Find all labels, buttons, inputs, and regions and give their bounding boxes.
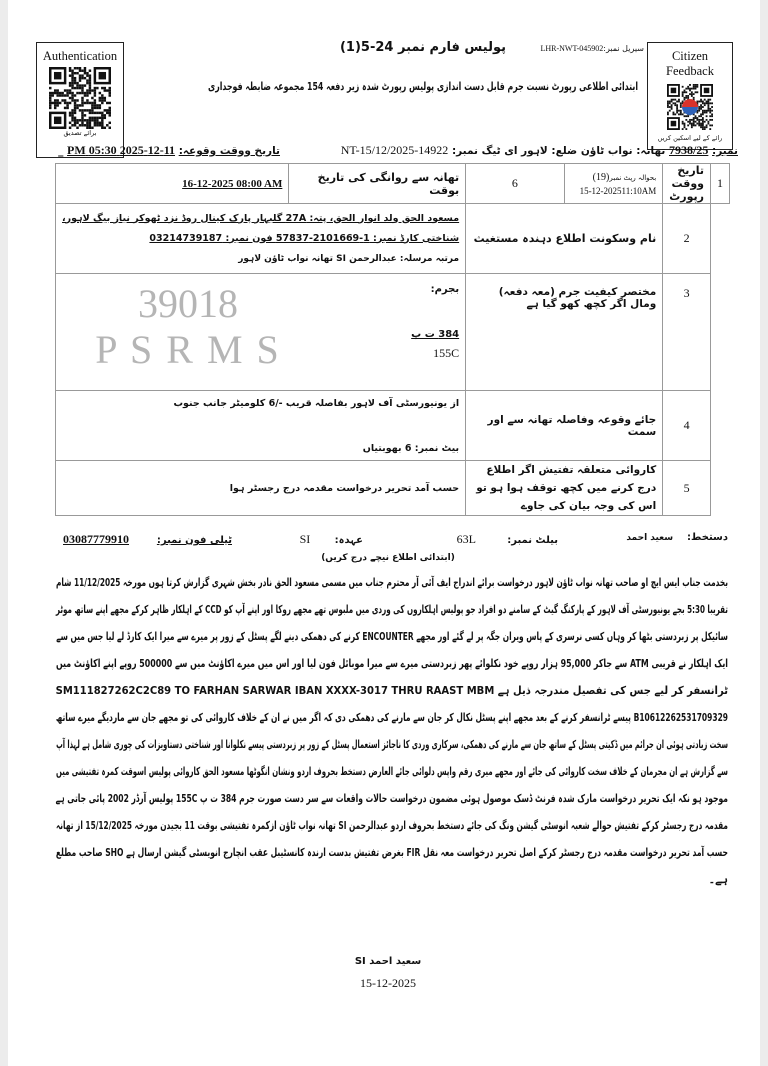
serial-number [536,44,644,53]
crime-section-police-order: 155C [433,346,460,360]
row-number: 3 [663,274,711,391]
signature-label: دستخط: [687,532,728,543]
row-number: 5 [663,461,711,516]
crime-brief-label: مختصر کیفیت جرم (معہ دفعہ) ومال اگر کچھ کھو گیا ہے [466,274,663,391]
belt-value: 63L [456,532,476,546]
station-value: نواب ٹاؤن [580,145,633,157]
place-value: از یونیورسٹی آف لاہور بفاصلہ قریب -/6 کلومیٹر جانب جنوب [173,397,460,409]
phone-value: 03087779910 [63,532,130,546]
phone-label: ٹیلی فون نمبر: [156,535,232,546]
authentication-title: Authentication [42,49,118,63]
body-text-line: مقدمہ درج رجسٹر کرکے تفتیش حوالے شعبہ انوسٹی گیشن ونگ کی جائے دستخط بحروف اردو عبدالرحمن SI تھانہ نواب ٹاؤن ازکمرہ تفتیشی بوقت 11 بجیدن مورخہ 15/12/2025 از تھانہ [55,819,728,832]
signature-value: سعید احمد [626,533,674,543]
report-datetime: 15-12-202511:10AM [579,185,657,196]
place-of-occurrence [56,391,466,461]
belt-label: بیلٹ نمبر: [507,535,558,546]
body-text-line: سے گزارش ہے ان مجرمان کے خلاف سخت کاروائی کی جائے اور مجھے میری رقم واپس دلوائی جائے العارض دستخط بحروف اردو ونشان انگوٹھا مسعود الحق کاروائی پولیس اسوقت کمرہ تفتیشی میں [56,765,728,778]
police-logo-icon [682,99,698,115]
complainant-name-address: مسعود الحق ولد انوار الحق، پتہ: 27A گلبہار پارک کینال روڈ نزد ٹھوکر نیاز بیگ لاہور، [62,212,460,224]
body-text-line: ٹرانسفر کر لیے جس کی تفصیل مندرجہ ذیل ہے SM111827262C2C89 TO FARHAN SARWAR IBAN XXXX-3017 THRU RAAST MBM [55,684,728,697]
district-label: ضلع: [551,145,578,157]
rank-field [293,532,363,547]
serial-label: سیریل نمبر: [603,44,644,53]
report-ref-label: بحوالہ رپٹ نمبر [609,173,657,182]
signature-field [626,532,728,543]
report-reference [564,164,663,204]
number-label: نمبر: [712,145,738,157]
rank-label: عہدہ: [334,535,363,546]
report-datetime-label: تاریخ ووقت رپورٹ [663,164,711,204]
occurrence-label: تاریخ ووقت وقوعہ: [178,145,280,157]
district-value: لاہور [521,145,548,157]
closing-signature-date: 15-12-2025 [360,976,416,990]
body-text-line: ہے۔ [708,873,728,886]
body-text-line: بخدمت جناب ایس ایچ او صاحب تھانہ نواب ٹاؤن لاہور درخواست برائے اندراج ایف آئی آر محترم جناب میں مسمی مسعود الحق نادر بخش شہری گزارش کرتا ہوں مورخہ 11/12/2025 شام [55,576,728,589]
phone-field [63,532,232,547]
instruction-text: (ابتدائی اطلاع نیچے درج کریں) [321,553,455,563]
watermark-number: 39018 [138,281,238,326]
departure-datetime-value: 16-12-2025 08:00 AM [56,164,289,204]
row-number: 4 [663,391,711,461]
rank-value: SI [299,532,311,546]
station-label: تھانہ: [636,145,666,157]
delay-action-label: کاروائی متعلقہ تفتیش اگر اطلاع درج کرنے میں کچھ توقف ہوا ہو تو اس کی وجہ بیان کی جاوے [466,461,663,516]
body-text-line: ایک اہلکار نے قریبی ATM سے جاکر 95,000 ہزار روپے خود نکلوائے پھر زبردستی میرے سے میرا موبائل فون لیا اور اس میں میرے اکاؤنٹ میں سے 500000 روپے اپنے اکاؤنٹ میں [55,657,728,670]
occurrence-datetime: تاریخ ووقت وقوعہ: 11-12-2025 05:30 PM _ [58,143,280,157]
body-text-line: تقریبا 5:30 بجے یونیورسٹی آف لاہور کے پارکنگ گیٹ کے سامنے دو افراد جو پولیس اہلکاروں کی وردی میں ملبوس تھے مجھے روکا اور اپنے آپ کو CCD کے اہلکار ظاہر کرکے مجھے اپنے ساتھ موٹر [55,603,728,616]
citizen-feedback-box [647,42,733,150]
authentication-box [36,42,124,158]
prepared-by: مرتبہ مرسلہ: عبدالرحمن SI تھانہ نواب ٹاؤن لاہور [238,253,460,264]
table-row [56,391,730,461]
row-number: 2 [663,204,711,274]
closing-signature-name: سعید احمد SI [354,956,422,967]
body-text-line: حسب آمد تحریر درخواست مقدمہ درج رجسٹر کرکے اصل تحریر درخواست معہ نقل FIR بغرض تفتیش بدست ارندہ کانسٹیبل عقب انچارج انویسٹی گیشن ارسال ہے SHO صاحب مطلع [55,846,728,859]
form-title: پولیس فارم نمبر 24-5(1) [339,40,507,55]
etag-value: NT-15/12/2025-14922 [340,143,449,157]
citizen-feedback-caption: رائے کے لیے اسکین کریں [657,134,723,142]
row-number: 1 [711,164,730,204]
beat-number: بیٹ نمبر: 6 بھوبتیاں [362,442,460,454]
case-meta-line [308,143,738,158]
complainant-cnic-phone: شناختی کارڈ نمبر: 1-2101669-57837 فون نمبر: 03214739187 [149,232,460,244]
row-number: 6 [466,164,565,204]
body-text-line: موجود ہو نکہ ایک تحریر درخواست مارک شدہ فرنٹ ڈسک موصول ہوئی مضمون درخواست حالات واقعات سے سر دست صورت جرم 384 ت پ 155C پولیس آرڈر 2002 پائی جاتی ہے [55,792,728,805]
authentication-qr-code[interactable] [49,67,111,129]
table-row [56,461,730,516]
form-subtitle: ابتدائی اطلاعی رپورٹ نسبت جرم قابل دست اندازی پولیس رپورٹ شدہ زیر دفعہ 154 مجموعہ ضابطہ فوجداری [208,80,638,93]
report-ref-number: (19) [592,171,610,183]
departure-datetime-label: تھانہ سے روانگی کی تاریخ بوقت [289,164,466,204]
citizen-feedback-title: Citizen Feedback [666,49,714,78]
crime-section-ppc: 384 ت پ [411,329,460,340]
complainant-details [56,204,466,274]
body-text-line: سخت زیادتی ہوئی ان جرائم میں ڈکیتی پسٹل کے ساتھ جان سے مارنے کی دھمکی، سرکاری وردی کا ناجائز استعمال پسٹل کے زور پر زبردستی پیسے نکلوانا اور شناختی دستاویزات کی چوری شامل ہے لہذا آپ [56,738,728,751]
table-row [56,164,730,204]
place-label: جائے وقوعہ وفاصلہ تھانہ سے اور سمت [466,391,663,461]
body-text-line: سائیکل پر زبردستی بٹھا کر وہاں کسی نرسری کے پاس ویران جگہ پر لے گئے اور مجھے ENCOUNTER کرنے کی دھمکی دینے لگے پسٹل کے زور پر میرے سے میرا ایک کارڈ لے لیا جس میں سے [56,630,728,643]
complainant-label: نام وسکونت اطلاع دہندہ مستغیث [466,204,663,274]
etag-label: ای ٹیگ نمبر: [451,145,518,157]
serial-value: LHR-NWT-045902 [540,44,604,53]
body-text-line: B1061226253170932​9 پیسے ٹرانسفر کرنے کے بعد مجھے اپنے پسٹل نکال کر جان سے مارنے کی دھمکی دی کہ اگر میں نے ان کے خلاف کاروائی کی تو مجھے جان سے ماردیگے میرے ساتھ [55,711,728,724]
watermark-text: P S R M S [95,327,281,372]
crime-label: بجرم: [430,284,460,295]
belt-number-field [448,532,558,547]
case-number: 7938/25 [669,143,709,157]
occurrence-value: 11-12-2025 05:30 PM [67,143,176,157]
delay-action-value: حسب آمد تحریر درخواست مقدمہ درج رجسٹر ہوا [56,461,466,516]
fir-document [8,0,760,1066]
authentication-caption: برائے تصدیق [63,129,97,137]
table-row [56,204,730,274]
